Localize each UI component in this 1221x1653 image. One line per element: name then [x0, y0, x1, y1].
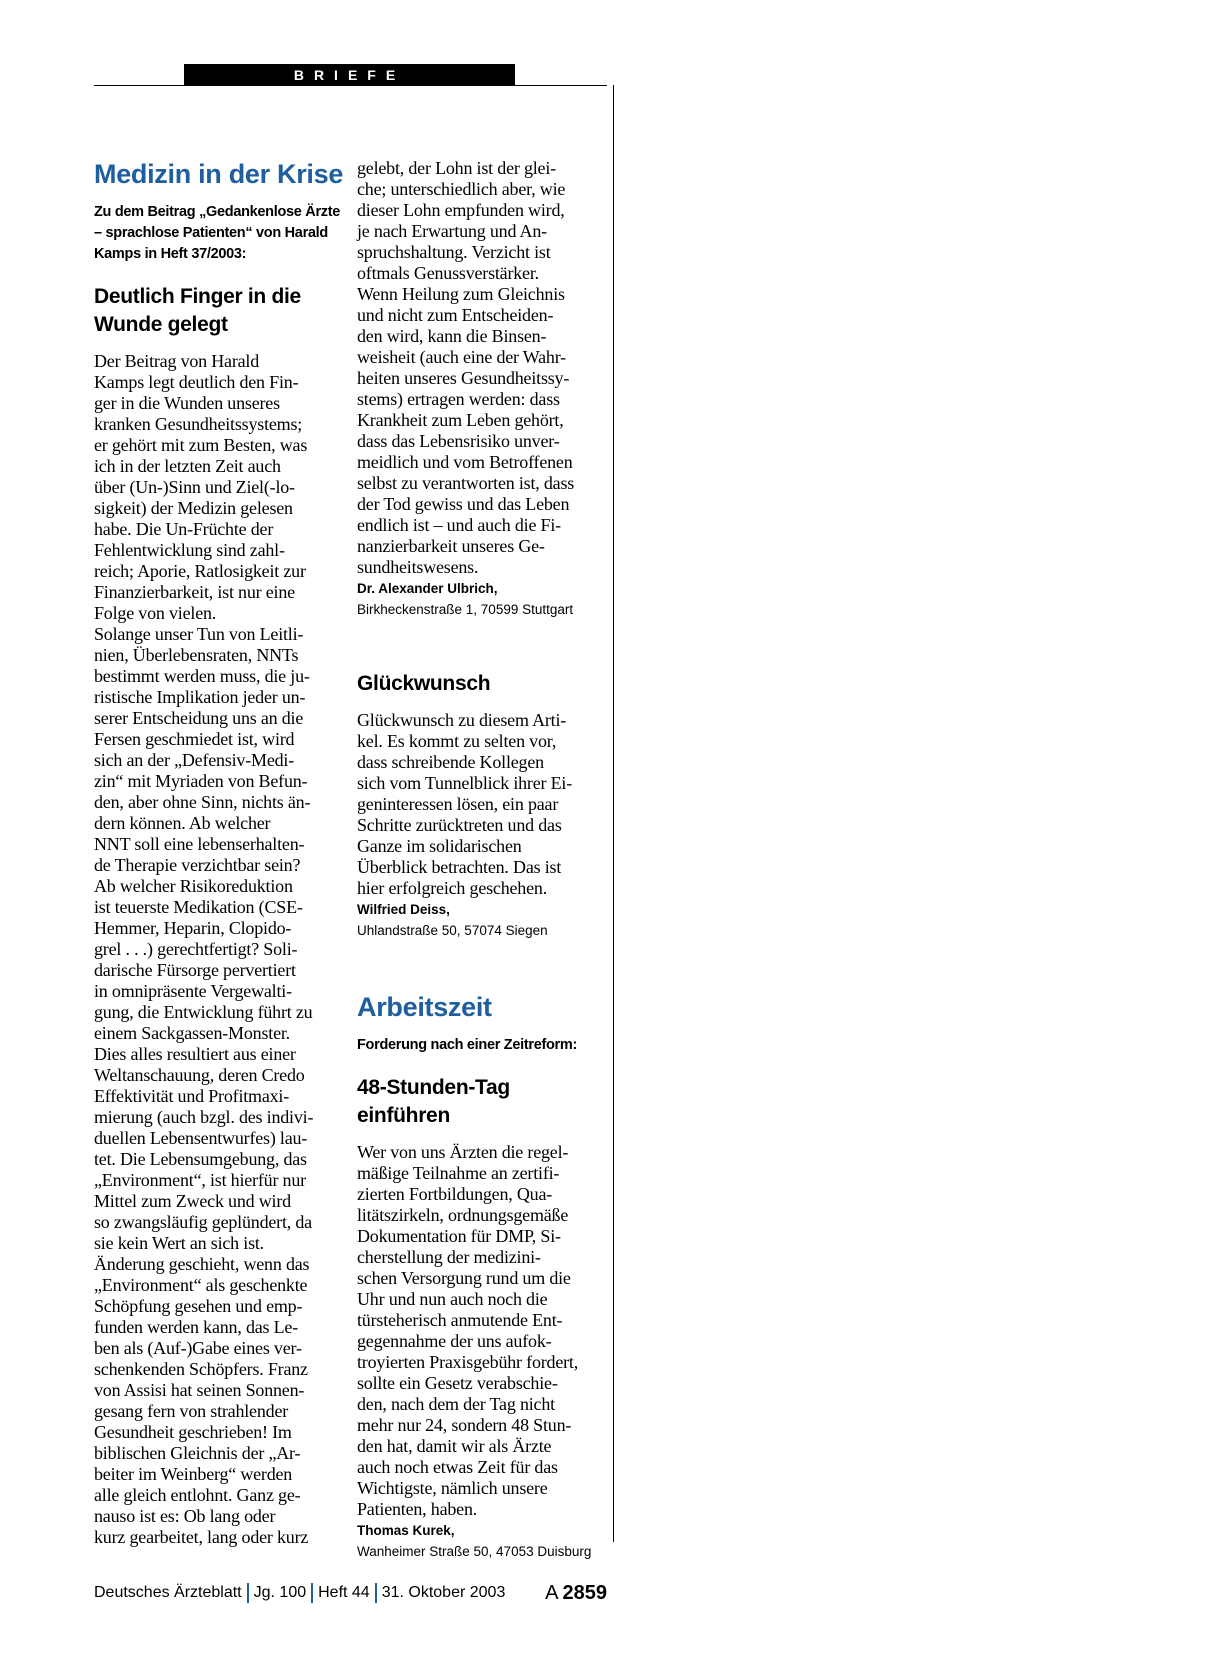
issue-date: 31. Oktober 2003 — [381, 1584, 506, 1601]
article-kicker: Zu dem Beitrag „Gedankenlose Ärzte – sprachlose Patienten“ von Harald Kamps in Heft 37/2003: — [94, 204, 341, 262]
page-footer — [94, 1580, 607, 1606]
letter-address: Birkheckenstraße 1, 70599 Stuttgart — [357, 602, 574, 617]
page-prefix: A — [545, 1581, 559, 1604]
article-body: Der Beitrag von Harald Kamps legt deutlich den Fin- ger in die Wunden unseres kranken Gesundheitssystems; er gehört mit zum Besten, was ich in der letzten Zeit auch über (Un-)Sinn und Ziel(-lo- sigkeit) der Medizin gelesen habe. Die Un-Früchte der Fehlentwicklung sind zahl- reich; Aporie, Ratlosigkeit zur Finanzierbarkeit, ist nur eine Folge von vielen. Solange unser Tun von Leitli- nien, Überlebensraten, NNTs bestimmt werden muss, die ju- ristische Implikation jeder un- serer Entscheidung uns an die Fersen geschmiedet ist, wird sich an der „Defensiv-Medi- zin“ mit Myriaden von Befun- den, aber ohne Sinn, nichts än- dern können. Ab welcher NNT soll eine lebenserhalten- de Therapie verzichtbar sein? Ab welcher Risikoreduktion ist teuerste Medikation (CSE- Hemmer, Heparin, Clopido- grel . . .) gerechtfertigt? Soli- darische Fürsorge pervertiert in omnipräsente Vergewalti- gung, die Entwicklung führt zu einem Sackgassen-Monster. Dies alles resultiert aus einer Weltanschauung, deren Credo Effektivität und Profitmaxi- mierung (auch bzgl. des indivi- duellen Lebensentwurfes) lau- tet. Die Lebensumgebung, das „Environment“, ist hierfür nur Mittel zum Zweck und wird so zwangsläufig geplündert, da sie kein Wert an sich ist. Änderung geschieht, wenn das „Environment“ als geschenkte Schöpfung gesehen und emp- funden werden kann, das Le- ben als (Auf-)Gabe eines ver- schenkenden Schöpfers. Franz von Assisi hat seinen Sonnen- gesang fern von strahlender Gesundheit geschrieben! Im biblischen Gleichnis der „Ar- beiter im Weinberg“ werden alle gleich entlohnt. Ganz ge- nauso ist es: Ob lang oder kurz gearbeitet, lang oder kurz — [94, 351, 314, 1547]
article-headline: Glückwunsch — [357, 672, 491, 695]
letter-address: Wanheimer Straße 50, 47053 Duisburg — [357, 1544, 592, 1559]
article-headline: Deutlich Finger in die Wunde gelegt — [94, 285, 301, 336]
letter-author: Thomas Kurek, — [357, 1523, 455, 1538]
footer-separator — [247, 1583, 249, 1603]
page-number — [545, 1582, 607, 1605]
letter-address: Uhlandstraße 50, 57074 Siegen — [357, 923, 548, 938]
spacer — [357, 620, 607, 670]
page-number-value: 2859 — [562, 1581, 607, 1604]
letter-author: Wilfried Deiss, — [357, 902, 450, 917]
letter-author: Dr. Alexander Ulbrich, — [357, 581, 498, 596]
left-column — [94, 158, 344, 1548]
spacer — [357, 941, 607, 991]
section-title: Arbeitszeit — [357, 992, 492, 1022]
section-title: Medizin in der Krise — [94, 159, 344, 189]
journal-name: Deutsches Ärzteblatt — [94, 1584, 242, 1601]
journal-volume: Jg. 100 — [253, 1584, 307, 1601]
right-column — [357, 158, 607, 1562]
journal-issue: Heft 44 — [318, 1584, 370, 1601]
article-body: Wer von uns Ärzten die regel- mäßige Teilnahme an zertifi- zierten Fortbildungen, Qua- litätszirkeln, ordnungsgemäße Dokumentation für DMP, Si- cherstellung der medizini- schen Versorgung rund um die Uhr und nun auch noch die türsteherisch anmutende Ent- gegennahme der uns aufok- troyierten Praxisgebühr fordert, sollte ein Gesetz verabschie- den, nach dem der Tag nicht mehr nur 24, sondern 48 Stun- den hat, damit wir als Ärzte auch noch etwas Zeit für das Wichtigste, nämlich unsere Patienten, haben. — [357, 1142, 579, 1519]
rubric-bar: BRIEFE — [184, 64, 515, 86]
column-rule — [613, 85, 614, 1542]
header-rule — [94, 85, 607, 86]
article-kicker: Forderung nach einer Zeitreform: — [357, 1037, 578, 1053]
footer-separator — [311, 1583, 313, 1603]
article-body: Glückwunsch zu diesem Arti- kel. Es kommt zu selten vor, dass schreibende Kollegen sich vom Tunnelblick ihrer Ei- geninteressen lösen, ein paar Schritte zurücktreten und das Ganze im solidarischen Überblick betrachten. Das ist hier erfolgreich geschehen. — [357, 710, 572, 898]
footer-separator — [375, 1583, 377, 1603]
article-body-continued: gelebt, der Lohn ist der glei- che; unterschiedlich aber, wie dieser Lohn empfunden wird, je nach Erwartung und An- spruchshaltung. Verzicht ist oftmals Genussverstärker. Wenn Heilung zum Gleichnis und nicht zum Entscheiden- den wird, kann die Binsen- weisheit (auch eine der Wahr- heiten unseres Gesundheitssy- stems) ertragen werden: dass Krankheit zum Leben gehört, dass das Lebensrisiko unver- meidlich und vom Betroffenen selbst zu verantworten ist, dass der Tod gewiss und das Leben endlich ist – und auch die Fi- nanzierbarkeit unseres Ge- sundheitswesens. — [357, 158, 575, 577]
article-headline: 48-Stunden-Tag einführen — [357, 1076, 510, 1127]
